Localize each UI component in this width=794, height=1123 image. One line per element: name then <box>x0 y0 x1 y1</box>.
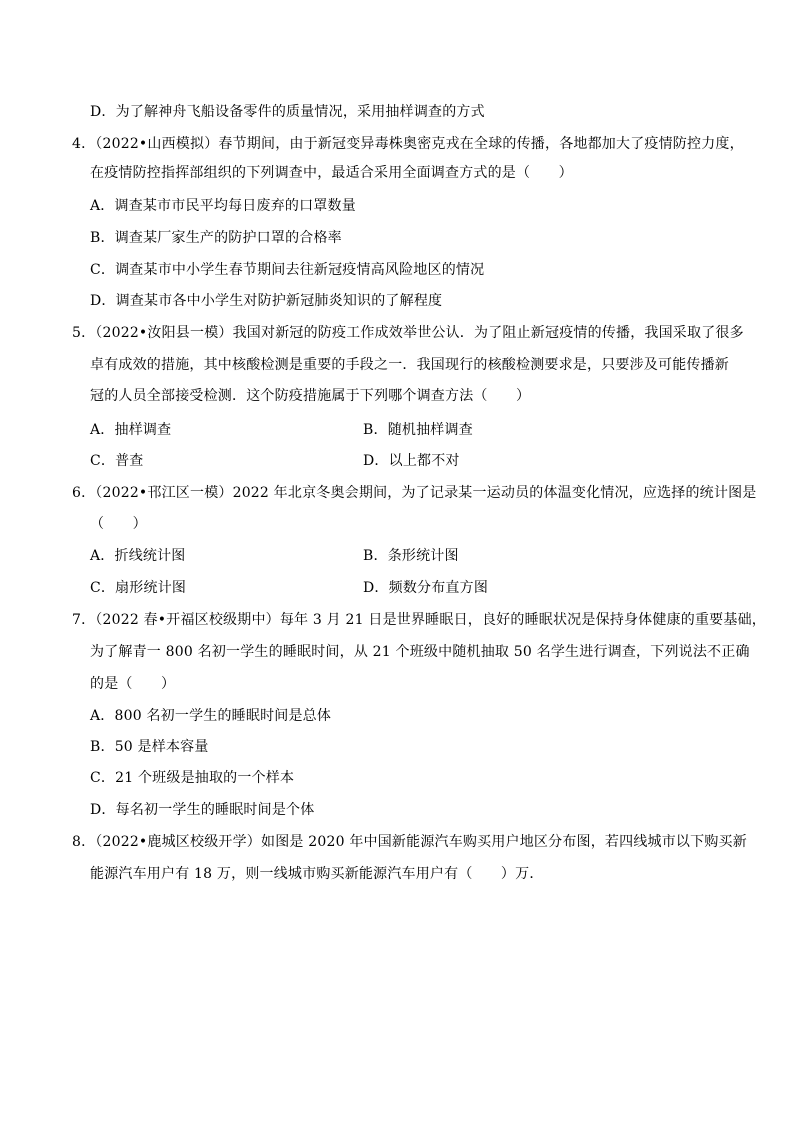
q5-option-a: A．抽样调查 <box>90 422 172 438</box>
q4-option-b: B．调查某厂家生产的防护口罩的合格率 <box>90 230 342 246</box>
q7-option-c: C．21 个班级是抽取的一个样本 <box>90 770 295 786</box>
q7-option-b: B．50 是样本容量 <box>90 739 209 755</box>
q6-stem-line2: （ ） <box>90 516 147 532</box>
q8-stem-line1: 8．（2022•鹿城区校级开学）如图是 2020 年中国新能源汽车购买用户地区分布图，若四线城市以下购买新 <box>72 834 747 850</box>
q4-stem-line2: 在疫情防控指挥部组织的下列调查中，最适合采用全面调查方式的是（ ） <box>90 165 573 181</box>
q4-stem-line1: 4．（2022•山西模拟）春节期间，由于新冠变异毒株奥密克戎在全球的传播，各地都加大了疫情防控力度， <box>72 136 744 152</box>
q6-option-d: D．频数分布直方图 <box>363 580 489 596</box>
q7-stem-line3: 的是（ ） <box>90 676 176 692</box>
q4-option-a: A．调查某市市民平均每日废弃的口罩数量 <box>90 198 356 214</box>
q5-option-d: D．以上都不对 <box>363 453 460 469</box>
q7-option-a: A．800 名初一学生的睡眠时间是总体 <box>90 708 332 724</box>
q7-stem-line2: 为了解青一 800 名初一学生的睡眠时间，从 21 个班级中随机抽取 50 名学生进行调查，下列说法不正确 <box>90 644 750 660</box>
q5-option-c: C．普查 <box>90 453 144 469</box>
q5-stem-line3: 冠的人员全部接受检测．这个防疫措施属于下列哪个调查方法（ ） <box>90 388 531 404</box>
q5-option-b: B．随机抽样调查 <box>363 422 473 438</box>
q4-option-d: D．调查某市各中小学生对防护新冠肺炎知识的了解程度 <box>90 293 443 309</box>
q6-option-b: B．条形统计图 <box>363 548 459 564</box>
q3-option-d: D．为了解神舟飞船设备零件的质量情况，采用抽样调查的方式 <box>90 104 485 120</box>
q8-stem-line2: 能源汽车用户有 18 万，则一线城市购买新能源汽车用户有（ ）万． <box>90 866 544 882</box>
q5-stem-line1: 5．（2022•汝阳县一模）我国对新冠的防疫工作成效举世公认．为了阻止新冠疫情的传播，我国采取了很多 <box>72 325 744 341</box>
q7-option-d: D．每名初一学生的睡眠时间是个体 <box>90 802 315 818</box>
q6-option-c: C．扇形统计图 <box>90 580 187 596</box>
q4-option-c: C．调查某市中小学生春节期间去往新冠疫情高风险地区的情况 <box>90 262 485 278</box>
q6-option-a: A．折线统计图 <box>90 548 186 564</box>
q5-stem-line2: 卓有成效的措施，其中核酸检测是重要的手段之一．我国现行的核酸检测要求是，只要涉及可能传播新 <box>90 357 729 373</box>
q7-stem-line1: 7．（2022 春•开福区校级期中）每年 3 月 21 日是世界睡眠日，良好的睡眠状况是保持身体健康的重要基础， <box>72 612 766 628</box>
q6-stem-line1: 6．（2022•邗江区一模）2022 年北京冬奥会期间，为了记录某一运动员的体温变化情况，应选择的统计图是 <box>72 485 757 501</box>
